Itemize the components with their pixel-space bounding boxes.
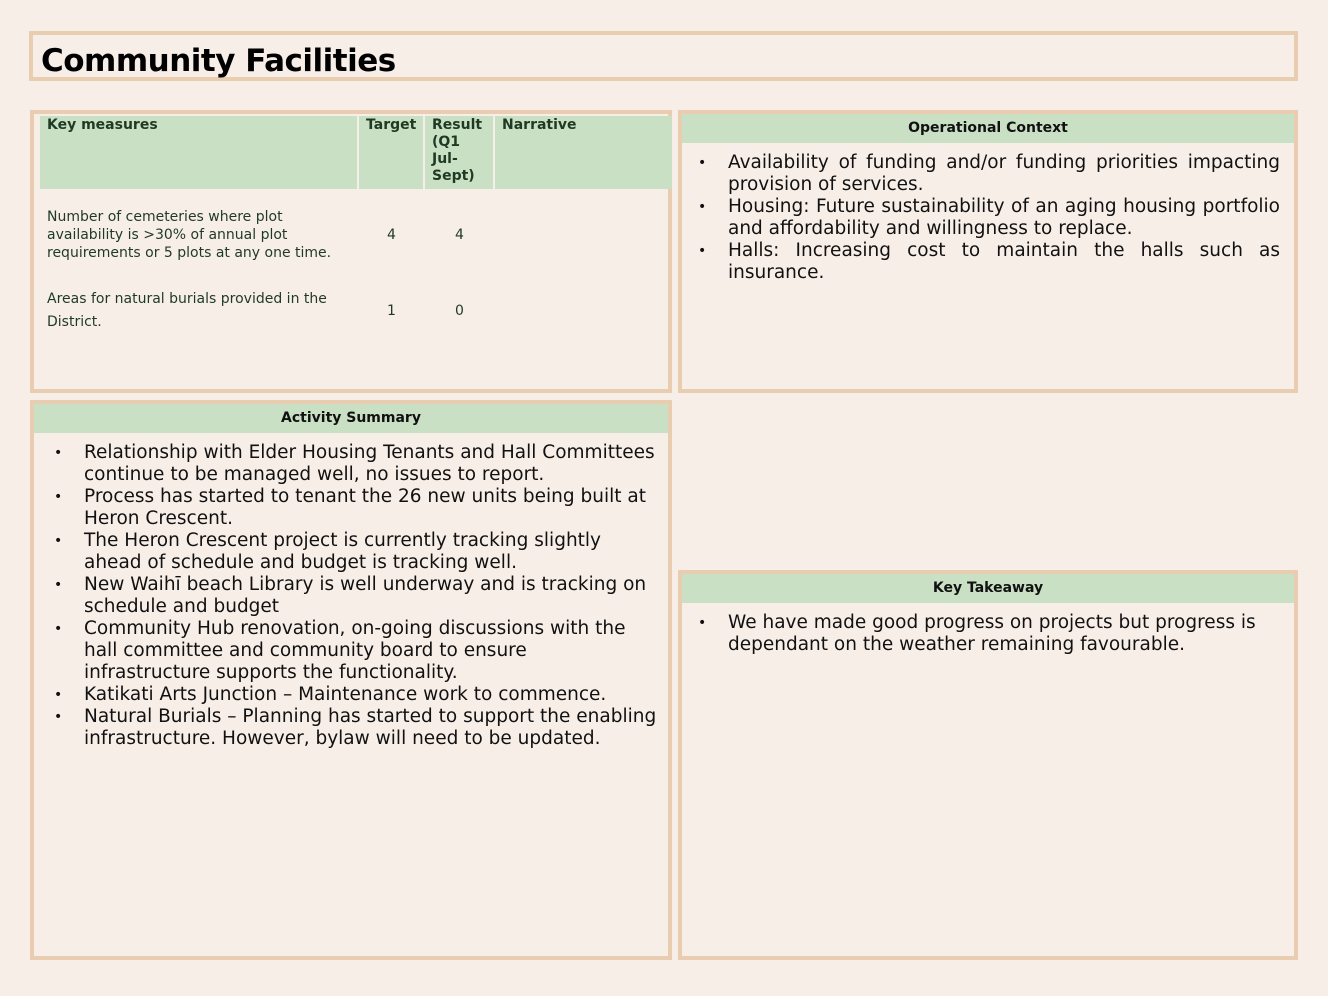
key-measures-table	[40, 116, 672, 339]
narrative-cell	[494, 281, 672, 339]
list-item: • The Heron Crescent project is currently tracking slightly ahead of schedule and budget is tracking well.	[48, 530, 658, 574]
list-item: • We have made good progress on projects but progress is dependant on the weather remaining favourable.	[692, 612, 1280, 656]
table-header-row	[40, 116, 672, 189]
list-item: • Relationship with Elder Housing Tenants and Hall Committees continue to be managed well, no issues to report.	[48, 442, 658, 486]
measure-cell: Number of cemeteries where plot availability is >30% of annual plot requirements or 5 plots at any one time.	[47, 209, 332, 261]
list-item: • Halls: Increasing cost to maintain the halls such as insurance.	[692, 240, 1280, 284]
table-row	[40, 281, 672, 339]
narrative-cell	[494, 189, 672, 281]
key-measures-box	[30, 110, 672, 393]
header-target: Target	[358, 116, 424, 189]
list-item: • Housing: Future sustainability of an aging housing portfolio and affordability and willingness to replace.	[692, 196, 1280, 240]
header-narrative: Narrative	[494, 116, 672, 189]
operational-context-heading: Operational Context	[682, 114, 1294, 143]
list-item: • Community Hub renovation, on-going discussions with the hall committee and community board to ensure infrastructure supports the functionality.	[48, 618, 658, 684]
result-cell: 4	[455, 227, 464, 243]
operational-context-panel	[678, 110, 1298, 393]
operational-context-list	[692, 152, 1280, 284]
activity-summary-list	[48, 442, 658, 750]
list-item: • Katikati Arts Junction – Maintenance work to commence.	[48, 684, 658, 706]
activity-summary-heading: Activity Summary	[34, 404, 668, 433]
page-title: Community Facilities	[41, 43, 396, 79]
title-box	[29, 31, 1298, 81]
list-item: • New Waihī beach Library is well underway and is tracking on schedule and budget	[48, 574, 658, 618]
header-result: Result (Q1 Jul-Sept)	[424, 116, 494, 189]
key-takeaway-heading: Key Takeaway	[682, 574, 1294, 603]
list-item: • Process has started to tenant the 26 new units being built at Heron Crescent.	[48, 486, 658, 530]
target-cell: 4	[387, 227, 396, 243]
key-takeaway-list	[692, 612, 1280, 656]
key-takeaway-panel	[678, 570, 1298, 960]
result-cell: 0	[455, 302, 464, 319]
header-key-measures: Key measures	[40, 116, 358, 189]
measure-cell: Areas for natural burials provided in the District.	[47, 291, 327, 330]
activity-summary-panel	[30, 400, 672, 960]
table-row	[40, 189, 672, 281]
list-item: • Natural Burials – Planning has started to support the enabling infrastructure. However, bylaw will need to be updated.	[48, 706, 658, 750]
target-cell: 1	[387, 302, 396, 319]
list-item: • Availability of funding and/or funding priorities impacting provision of services.	[692, 152, 1280, 196]
